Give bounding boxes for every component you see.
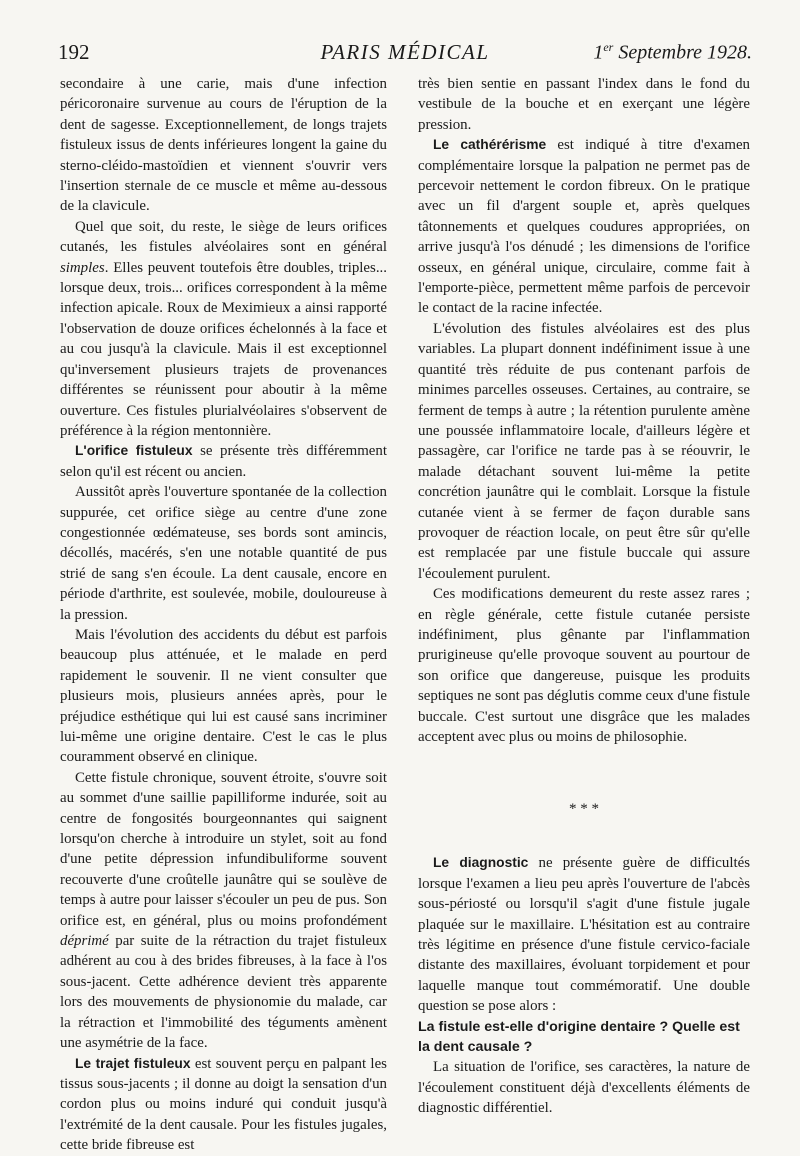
- paragraph: Ces modifications demeurent du reste assez rares ; en règle générale, cette fistule cutanée persiste indéfiniment, plus gênante par l'inflammation prurigineuse qu'elle provoque souvent au pourtour de son orifice que dangereuse, puisque les produits septiques ne sont pas déglutis comme ceux d'une fistule buccale. C'est surtout une disgrâce que les malades acceptent avec plus ou moins de philosophie.: [418, 586, 750, 745]
- paragraph: Le cathérérisme est indiqué à titre d'examen complémentaire lorsque la palpation ne permet pas de percevoir nettement le cordon fibreux. On le pratique avec un fil d'argent souple et, après quelques tâtonnements et quelques coudures appropriées, on arrive jusqu'à l'os dénudé ; les dimensions de l'orifice osseux, en général unique, circulaire, comme fait à l'emporte-pièce, permettent même parfois de percevoir le contact de la racine infectée.: [418, 137, 750, 317]
- left-column: [60, 74, 387, 1156]
- paragraph: L'évolution des fistules alvéolaires est des plus variables. La plupart donnent indéfiniment issue à une quantité très réduite de pus contenant parfois de minimes parcelles osseuses. Certaines, au contraire, se ferment de temps à autre ; la rétention purulente amène une poussée inflammatoire locale, d'ailleurs légère et passagère, car l'orifice ne tarde pas à se réouvrir, le malade détachant souvent lui-même la petite concrétion jaunâtre qui le comblait. Lorsque la fistule cutanée vient à se fermer de façon durable sans provoquer de réaction locale, on peut être sûr qu'elle est remplacée par une fistule buccale qui assure l'écoulement purulent.: [418, 320, 750, 582]
- section-term: L'orifice fistuleux: [75, 443, 193, 459]
- journal-title: PARIS MÉDICAL: [320, 40, 490, 64]
- question-heading: La fistule est-elle d'origine dentaire ? Quelle est la dent causale ?: [418, 1018, 740, 1056]
- page-header: [58, 40, 752, 70]
- paragraph: Le trajet fistuleux est souvent perçu en palpant les tissus sous-jacents ; il donne au doigt la sensation d'un cordon plus ou moins induré qui conduit jusqu'à l'extrémité de la dent causale. Pour les fistules jugales, cette bride fibreuse est: [60, 1055, 387, 1154]
- paragraph: Aussitôt après l'ouverture spontanée de la collection suppurée, cet orifice siège au centre d'une zone congestionnée œdémateuse, ses bords sont amincis, décollés, macérés, s'en une notable quantité de pus strié de sang s'en écoule. La dent causale, encore en période d'arthrite, est soulevée, mobile, douloureuse à la pression.: [60, 484, 387, 623]
- section-term: Le diagnostic: [433, 855, 529, 871]
- paragraph: très bien sentie en passant l'index dans le fond du vestibule de la bouche et en exerçant une légère pression.: [418, 76, 750, 133]
- section-term: Le cathérérisme: [433, 137, 547, 153]
- paragraph: Le diagnostic ne présente guère de difficultés lorsque l'examen a lieu peu après l'ouverture de l'abcès sous-périosté ou lorsqu'il s'agit d'une fistule jugale plaquée sur le maxillaire. L'hésitation est au contraire très légitime en présence d'une fistule cervico-faciale distante des maxillaires, évoluant torpidement et pour laquelle manque tout commémoratif. Une double question se pose alors :: [418, 855, 750, 1015]
- paragraph: secondaire à une carie, mais d'une infection péricoronaire survenue au cours de l'éruption de la dent de sagesse. Exceptionnellement, de longs trajets fistuleux issus de dents inférieures longent la gaine du sterno-cléido-mastoïdien et viennent s'ouvrir vers l'insertion sternale de ce muscle et même au-dessous de la clavicule.: [60, 76, 387, 215]
- page-number: 192: [58, 40, 90, 64]
- paragraph: Mais l'évolution des accidents du début est parfois beaucoup plus atténuée, et le malade en perd rapidement le souvenir. Il ne vient consulter que plusieurs mois, plusieurs années après, pour le préjudice esthétique qui lui est causé sans incriminer lui-même une origine dentaire. C'est le cas le plus couramment observé en clinique.: [60, 626, 387, 766]
- section-term: Le trajet fistuleux: [75, 1055, 191, 1071]
- right-column: [418, 74, 750, 1119]
- paragraph: L'orifice fistuleux se présente très différemment selon qu'il est récent ou ancien.: [60, 443, 387, 480]
- paragraph: La situation de l'orifice, ses caractères, la nature de l'écoulement constituent déjà d'excellents éléments de diagnostic différentiel.: [418, 1059, 750, 1117]
- paragraph: Cette fistule chronique, souvent étroite, s'ouvre soit au sommet d'une saillie papilliforme indurée, soit au centre de fongosités bourgeonnantes qui saignent lorsqu'on cherche à introduire un stylet, soit au fond d'une petite dépression infundibuliforme souvent recouverte d'une croûtelle jaunâtre qui se soulève de temps à autre pour laisser s'écouler un peu de pus. Son orifice est, en général, plus ou moins profondément déprimé par suite de la rétraction du trajet fistuleux adhérent au cou à des brides fibreuses, à la face à l'os sous-jacent. Cette adhérence devient très apparente lors des mouvements de physionomie du malade, car la rétraction et l'immobilité des téguments amènent une asymétrie de la face.: [60, 769, 387, 1052]
- paragraph: Quel que soit, du reste, le siège de leurs orifices cutanés, les fistules alvéolaires sont en général simples. Elles peuvent toutefois être doubles, triples... lorsque deux, trois... orifices correspondent à la même infection apicale. Roux de Meximieux a ainsi rapporté l'observation de douze orifices échelonnés à la face et au cou jusqu'à la clavicule. Mais il est exceptionnel qu'inversement plusieurs trajets de provenances différentes se réunissent pour aboutir à la même ouverture. Ces fistules plurialvéolaires s'observent de préférence à la région mentonnière.: [60, 218, 387, 439]
- section-asterism: * * *: [569, 801, 599, 818]
- issue-date: 1er Septembre 1928.: [593, 40, 752, 64]
